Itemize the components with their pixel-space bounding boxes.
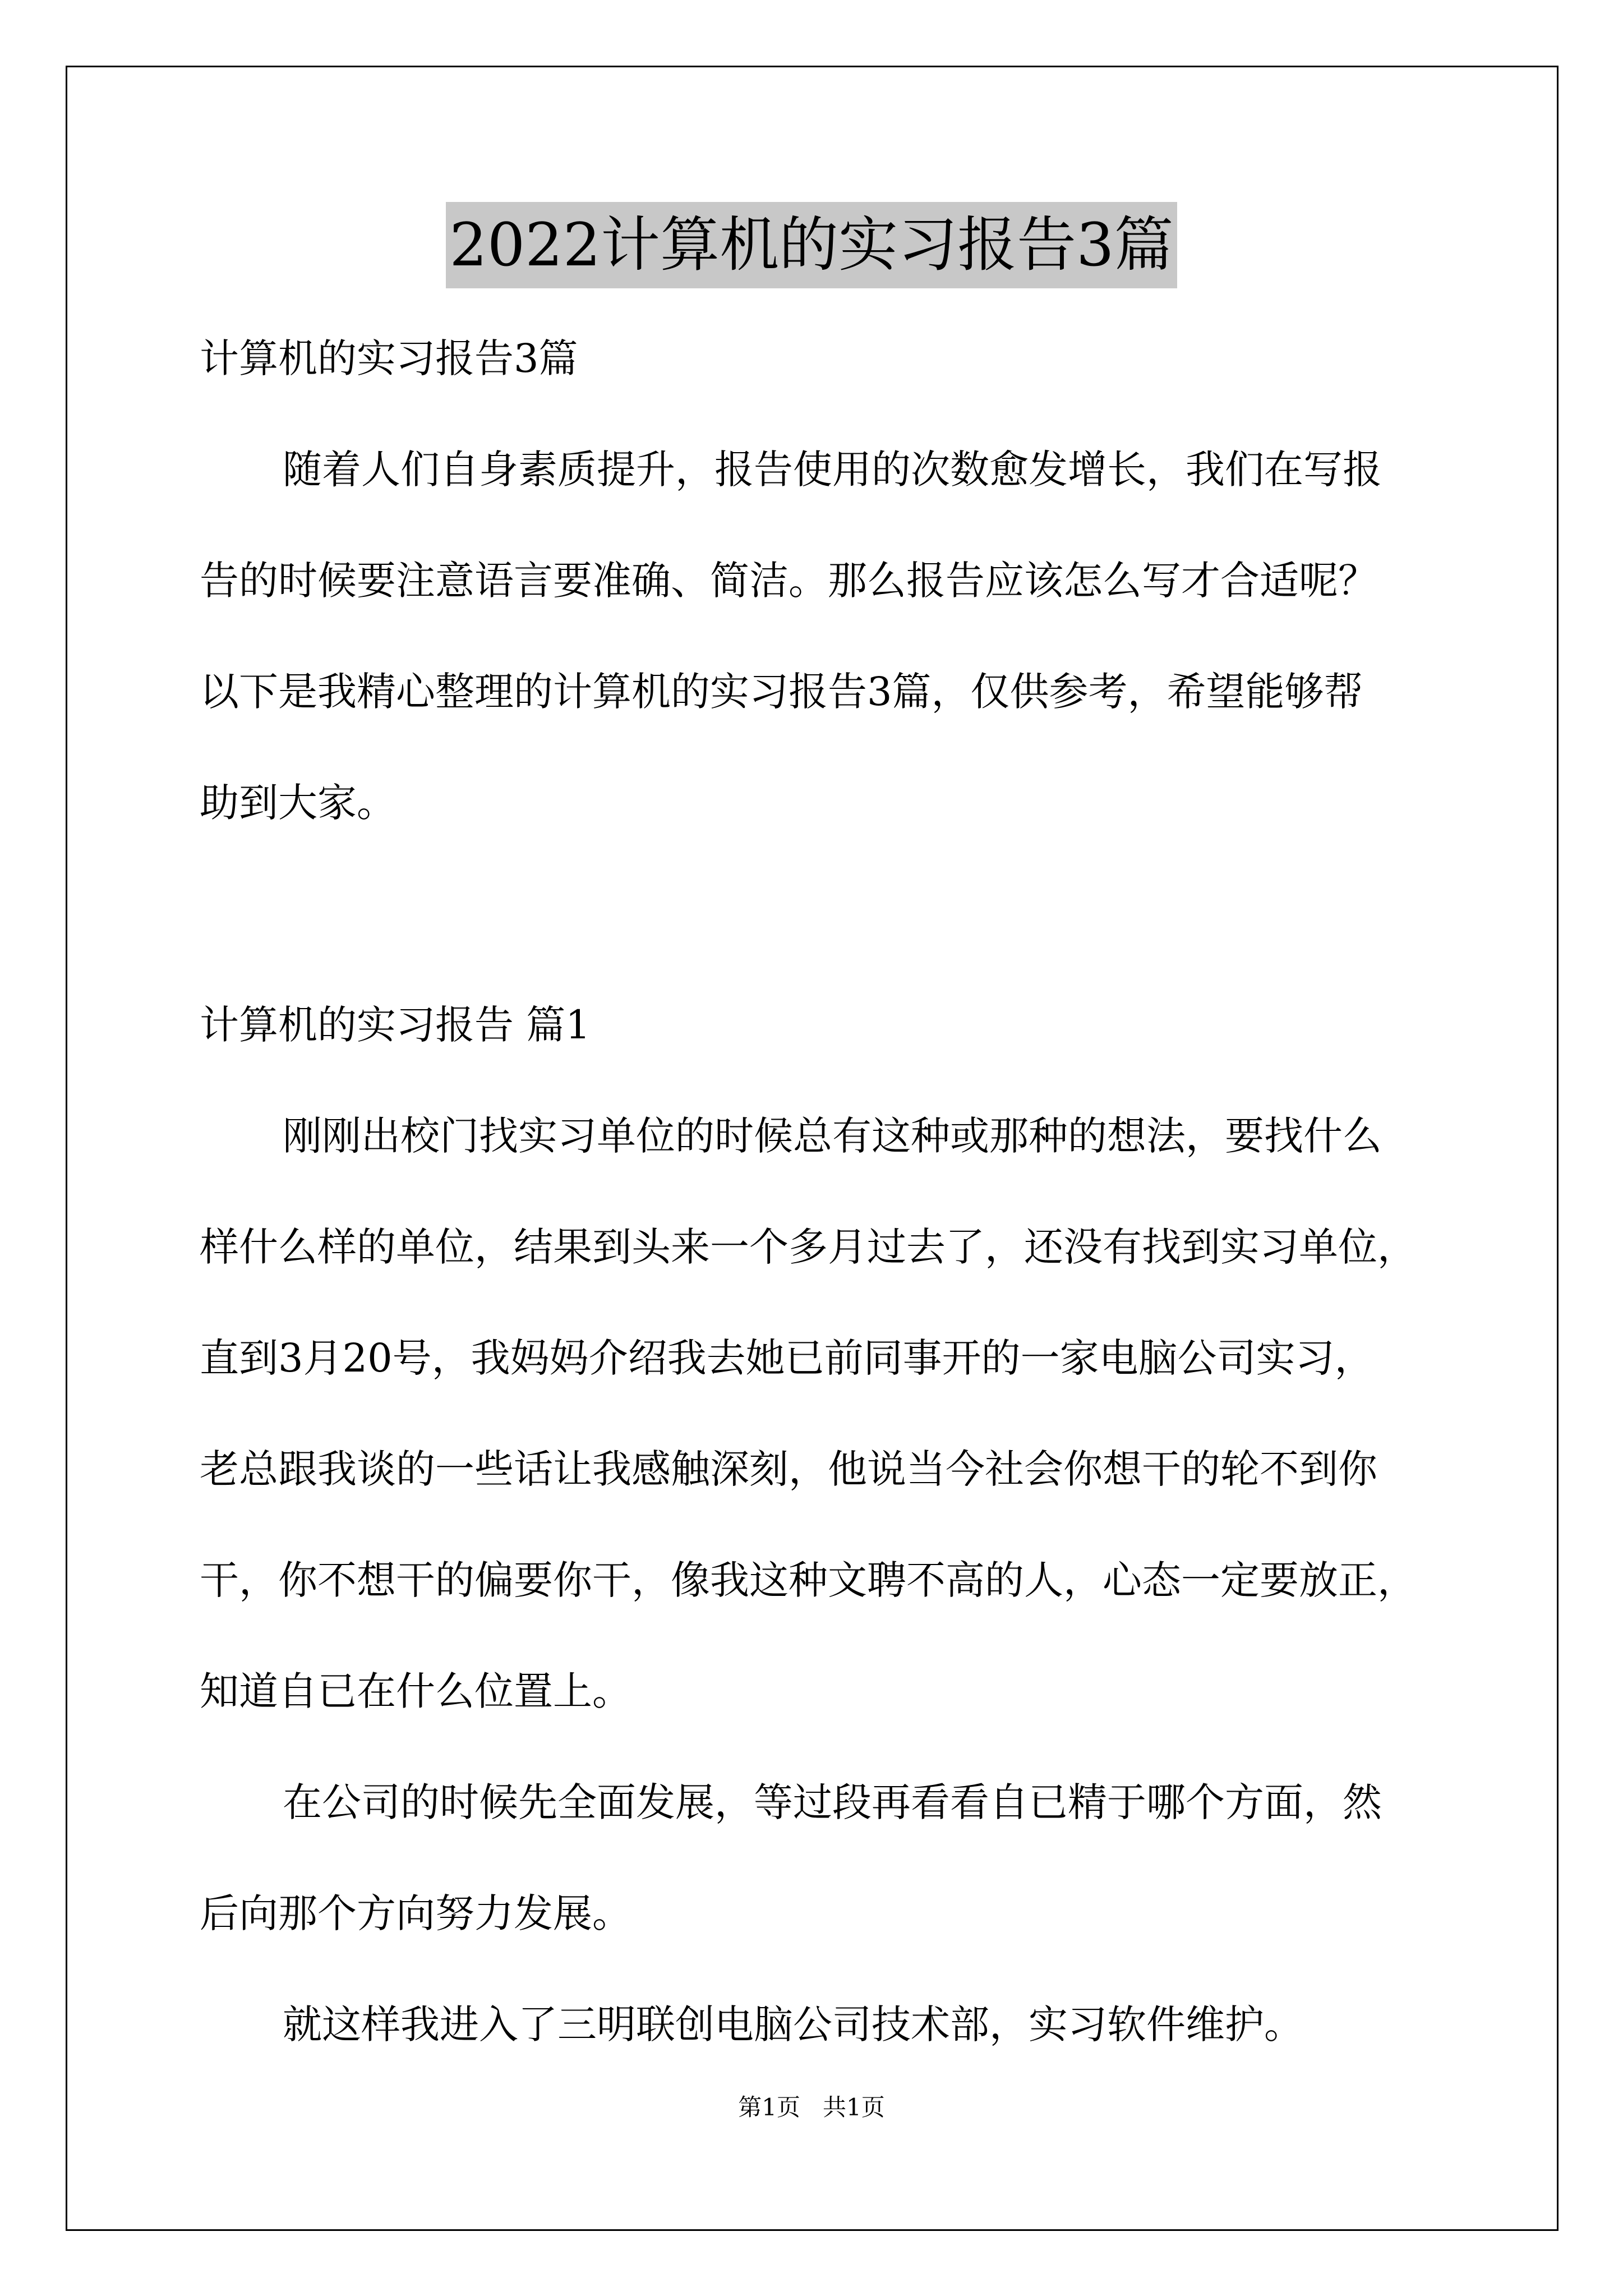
document-title: 2022计算机的实习报告3篇 xyxy=(446,202,1177,288)
section-heading: 计算机的实习报告 篇1 xyxy=(200,1002,591,1048)
intro-line: 助到大家。 xyxy=(200,780,396,826)
intro-line: 以下是我精心整理的计算机的实习报告3篇，仅供参考，希望能够帮 xyxy=(200,669,1363,715)
paragraph-line: 直到3月20号，我妈妈介绍我去她已前同事开的一家电脑公司实习， xyxy=(200,1335,1374,1381)
paragraph-line: 干，你不想干的偏要你干，像我这种文聘不高的人，心态一定要放正， xyxy=(200,1557,1417,1603)
paragraph-line: 刚刚出校门找实习单位的时候总有这种或那种的想法，要找什么 xyxy=(283,1113,1382,1159)
intro-line: 随着人们自身素质提升，报告使用的次数愈发增长，我们在写报 xyxy=(283,447,1382,493)
paragraph-line: 就这样我进入了三明联创电脑公司技术部，实习软件维护。 xyxy=(283,2001,1303,2047)
paragraph-line: 知道自已在什么位置上。 xyxy=(200,1668,631,1714)
paragraph-line: 后向那个方向努力发展。 xyxy=(200,1890,631,1936)
paragraph-line: 老总跟我谈的一些话让我感触深刻，他说当今社会你想干的轮不到你 xyxy=(200,1446,1377,1492)
intro-line: 告的时候要注意语言要准确、简洁。那么报告应该怎么写才合适呢？ xyxy=(200,558,1377,604)
document-body xyxy=(200,303,1433,2080)
page-footer xyxy=(0,2091,1623,2124)
title-wrap xyxy=(0,202,1623,288)
page-total: 共1页 xyxy=(823,2093,885,2121)
document-subtitle: 计算机的实习报告3篇 xyxy=(200,335,578,381)
paragraph-line: 在公司的时候先全面发展，等过段再看看自已精于哪个方面，然 xyxy=(283,1779,1382,1825)
page-number: 第1页 xyxy=(738,2093,800,2121)
paragraph-line: 样什么样的单位，结果到头来一个多月过去了，还没有找到实习单位， xyxy=(200,1224,1417,1270)
paragraph-gap xyxy=(200,858,1433,969)
